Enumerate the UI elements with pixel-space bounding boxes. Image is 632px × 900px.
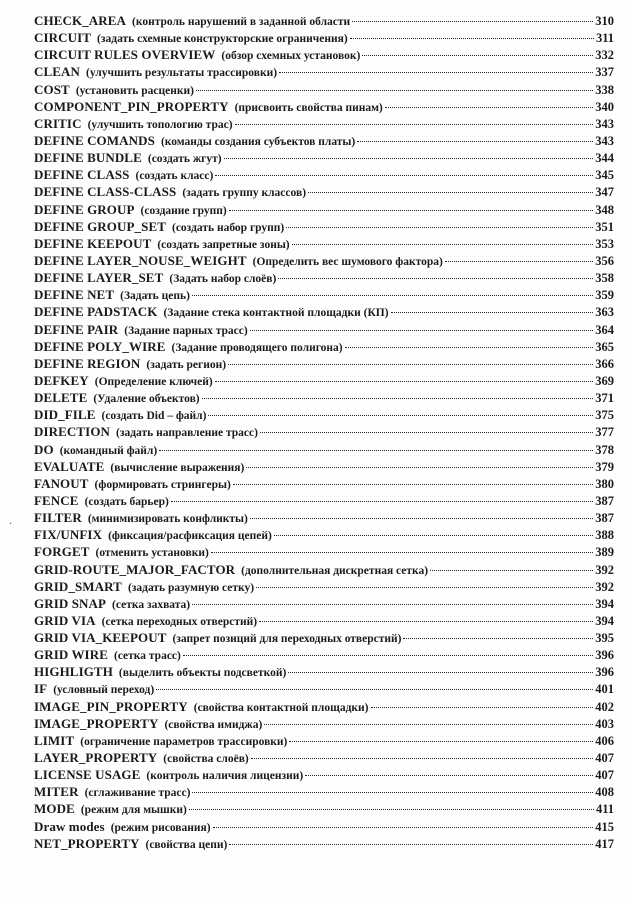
toc-page-number: 408 [595,785,614,800]
toc-command: CHECK_AREA [34,13,127,28]
toc-entry [34,783,614,800]
dot-leader [224,158,594,159]
toc-entry [34,732,614,749]
dot-leader [250,330,594,331]
toc-description: (установить расценки) [75,84,194,97]
toc-command: LAYER_PROPERTY [34,750,158,766]
toc-command: DID_FILE [34,407,96,423]
toc-description: (задать схемные конструкторские ограничения) [97,33,348,46]
toc-page-number: 394 [595,613,614,628]
dot-leader [159,450,593,451]
toc-description: (свойства слоёв) [163,753,249,766]
dot-leader [202,398,594,399]
toc-entry [34,201,614,218]
toc-entry [34,355,614,372]
toc-description: (дополнительная дискретная сетка) [241,564,429,577]
dot-leader [352,21,593,22]
dot-leader [289,741,593,742]
toc-description: (Задать набор слоёв) [169,273,277,286]
toc-description: (отменить установки) [95,547,209,560]
toc-description: (вычисление выражения) [110,461,245,474]
toc-command: LICENSE USAGE [34,767,141,783]
toc-description: (задать регион) [146,358,227,371]
toc-command: IF [34,681,48,697]
dot-leader [192,295,593,296]
toc-description: (запрет позиций для переходных отверстий) [172,633,402,646]
toc-description: (создать класс) [135,170,214,183]
toc-description: (командный файл) [59,444,158,457]
toc-entry [34,680,614,697]
toc-entry [34,698,614,715]
toc-page-number: 395 [595,631,614,646]
toc-entry [34,595,614,612]
toc-entry [34,509,614,526]
toc-description: (задать группу классов) [182,187,307,200]
toc-description: (Определение ключей) [94,375,213,388]
toc-description: (задать направление трасс) [116,427,258,440]
toc-page-number: 359 [595,288,614,303]
toc-description: (создать запретные зоны) [157,238,290,251]
toc-entry [34,218,614,235]
toc-page-number: 332 [595,48,614,63]
toc-page-number: 366 [595,356,614,371]
toc-command: DEFINE NET [34,287,115,303]
toc-command: GRID SNAP [34,595,107,611]
toc-page-number: 378 [595,442,614,457]
toc-description: (обзор схемных установок) [221,50,361,63]
toc-page-number: 411 [595,802,614,817]
toc-command: CIRCUIT [34,30,92,46]
toc-page-number: 345 [595,168,614,183]
dot-leader [235,124,594,125]
toc-page-number: 392 [595,579,614,594]
toc-page-number: 407 [595,751,614,766]
toc-entry [34,183,614,200]
scan-speck: · [9,519,13,530]
dot-leader [350,38,594,39]
toc-entry [34,149,614,166]
toc-description: (создать набор групп) [171,221,285,234]
dot-leader [345,347,594,348]
toc-page-number: 358 [595,271,614,286]
toc-entry [34,389,614,406]
dot-leader [228,364,593,365]
toc-command: COMPONENT_PIN_PROPERTY [34,98,229,114]
toc-entry [34,338,614,355]
toc-entry [34,646,614,663]
toc-command: LIMIT [34,732,75,748]
toc-command: MODE [34,801,75,817]
toc-page-number: 387 [595,493,614,508]
toc-description: (сетка трасс) [113,650,181,663]
toc-entry [34,321,614,338]
toc-entry [34,458,614,475]
toc-description: (создание групп) [140,204,227,217]
toc-page-number: 348 [595,202,614,217]
toc-entry [34,715,614,732]
toc-command: DEFINE KEEPOUT [34,235,152,251]
toc-command: CRITIC [34,115,82,131]
dot-leader [251,758,594,759]
toc-description: (команды создания субъектов платы) [160,135,356,148]
toc-description: (Удаление объектов) [93,393,200,406]
dot-leader [196,90,593,91]
toc-description: (Задание стека контактной площадки (КП) [163,307,389,320]
toc-command: DEFINE PAIR [34,321,119,337]
toc-command: DEFINE GROUP [34,201,135,217]
toc-entry [34,441,614,458]
toc-page-number: 311 [595,31,614,46]
dot-leader [183,655,593,656]
toc-description: (Задать цепь) [120,290,190,303]
toc-entry [34,98,614,115]
dot-leader [279,72,593,73]
dot-leader [308,192,593,193]
dot-leader [288,672,593,673]
dot-leader [445,261,593,262]
toc-entry [34,526,614,543]
dot-leader [292,244,594,245]
toc-command: IMAGE_PIN_PROPERTY [34,698,188,714]
toc-command: DEFINE GROUP_SET [34,218,166,234]
toc-page-number: 347 [595,185,614,200]
toc-description: (сетка захвата) [112,598,191,611]
toc-description: (создать Did – файл) [101,410,207,423]
toc-entry [34,286,614,303]
dot-leader [391,312,594,313]
toc-description: (сглаживание трасс) [84,787,191,800]
toc-page-number: 369 [595,373,614,388]
toc-description: (выделить объекты подсветкой) [118,667,287,680]
toc-command: NET_PROPERTY [34,835,140,851]
toc-description: (минимизировать конфликты) [87,513,248,526]
toc-description: (улучшить результаты трассировки) [86,67,278,80]
dot-leader [211,552,593,553]
toc-page-number: 402 [595,699,614,714]
toc-entry [34,578,614,595]
toc-command: IMAGE_PROPERTY [34,715,159,731]
toc-command: CIRCUIT RULES OVERVIEW [34,47,216,63]
dot-leader [208,415,593,416]
dot-leader [156,689,593,690]
dot-leader [213,827,594,828]
dot-leader [430,570,593,571]
dot-leader [385,107,593,108]
toc-command: FORGET [34,544,90,560]
toc-entry [34,235,614,252]
toc-entry [34,800,614,817]
dot-leader [403,638,593,639]
dot-leader [259,621,593,622]
toc-command: DEFINE CLASS-CLASS [34,184,177,200]
toc-page-number: 396 [595,648,614,663]
toc-entry [34,132,614,149]
toc-page-number: 403 [595,716,614,731]
toc-entry [34,835,614,852]
dot-leader [192,604,593,605]
toc-page-number: 379 [595,459,614,474]
toc-command: COST [34,81,70,97]
toc-description: (присвоить свойства пинам) [234,101,383,114]
toc-page-number: 401 [595,682,614,697]
toc-entry [34,269,614,286]
toc-entry [34,663,614,680]
toc-page-number: 387 [595,511,614,526]
toc-entry [34,406,614,423]
dot-leader [264,724,593,725]
toc-entry [34,766,614,783]
toc-page-number: 353 [595,236,614,251]
toc-command: DEFINE PADSTACK [34,304,158,320]
dot-leader [278,278,593,279]
toc-entry [34,166,614,183]
toc-command: GRID_SMART [34,578,122,594]
dot-leader [229,844,593,845]
toc-command: EVALUATE [34,458,105,474]
toc-command: GRID-ROUTE_MAJOR_FACTOR [34,561,236,577]
dot-leader [362,55,593,56]
toc-page-number: 371 [595,391,614,406]
toc-command: GRID VIA_KEEPOUT [34,630,167,646]
dot-leader [357,141,593,142]
toc-entry [34,29,614,46]
toc-description: (формировать стрингеры) [94,478,231,491]
toc-description: (контроль нарушений в заданной области [132,16,351,28]
toc-entry [34,475,614,492]
toc-page-number: 380 [595,476,614,491]
toc-command: DEFINE POLY_WIRE [34,338,166,354]
toc-page-number: 389 [595,545,614,560]
toc-command: DELETE [34,390,88,406]
toc-command: DEFINE COMANDS [34,132,155,148]
toc-entry [34,303,614,320]
toc-description: (ограничение параметров трассировки) [80,735,288,748]
toc-description: (задать разумную сетку) [127,581,255,594]
toc-command: FIX/UNFIX [34,527,103,543]
dot-leader [233,484,593,485]
toc-page-number: 365 [595,339,614,354]
toc-page-number: 394 [595,596,614,611]
toc-command: FILTER [34,510,82,526]
dot-leader [192,792,593,793]
toc-entry [34,818,614,835]
toc-command: DEFINE LAYER_SET [34,270,164,286]
dot-leader [246,467,593,468]
toc-entry [34,612,614,629]
toc-page-number: 351 [595,219,614,234]
toc-description: (фиксация/расфиксация цепей) [108,530,272,543]
dot-leader [171,501,593,502]
toc-description: (свойства цепи) [145,838,228,851]
toc-entry [34,543,614,560]
toc-command: GRID WIRE [34,647,108,663]
toc-page-number: 364 [595,322,614,337]
toc-description: (Задание проводящего полигона) [171,341,343,354]
toc-entry [34,81,614,98]
toc-command: DEFINE LAYER_NOUSE_WEIGHT [34,252,247,268]
table-of-contents [34,12,614,852]
toc-description: (сетка переходных отверстий) [101,615,258,628]
toc-page-number: 343 [595,133,614,148]
toc-entry [34,252,614,269]
toc-description: (режим рисования) [110,821,211,834]
toc-description: (условный переход) [53,684,155,697]
toc-page-number: 407 [595,768,614,783]
toc-entry [34,63,614,80]
toc-page-number: 310 [595,14,614,28]
toc-command: DEFINE CLASS [34,167,130,183]
toc-command: CLEAN [34,64,81,80]
toc-command: FENCE [34,492,79,508]
toc-command: DO [34,441,54,457]
toc-entry [34,372,614,389]
toc-description: (улучшить топологию трас) [87,118,233,131]
toc-command: Draw modes [34,818,105,834]
toc-command: DIRECTION [34,424,111,440]
toc-entry [34,423,614,440]
toc-page-number: 377 [595,425,614,440]
toc-page-number: 340 [595,99,614,114]
toc-command: HIGHLIGTH [34,664,113,680]
toc-command: DEFKEY [34,372,89,388]
toc-page-number: 343 [595,116,614,131]
toc-page-number: 356 [595,253,614,268]
toc-description: (Определить вес шумового фактора) [252,255,443,268]
toc-page-number: 415 [595,819,614,834]
dot-leader [274,535,593,536]
toc-page-number: 363 [595,305,614,320]
dot-leader [215,175,593,176]
dot-leader [250,518,593,519]
toc-page-number: 417 [595,836,614,851]
toc-command: MITER [34,784,79,800]
toc-page-number: 396 [595,665,614,680]
toc-description: (свойства имиджа) [164,718,263,731]
toc-entry [34,492,614,509]
toc-description: (режим для мышки) [80,804,187,817]
toc-entry [34,46,614,63]
toc-entry [34,749,614,766]
dot-leader [229,210,594,211]
toc-entry [34,561,614,578]
toc-page-number: 388 [595,528,614,543]
toc-entry [34,629,614,646]
toc-command: DEFINE REGION [34,355,141,371]
toc-page-number: 392 [595,562,614,577]
toc-entry [34,115,614,132]
dot-leader [286,227,593,228]
toc-description: (свойства контактной площадки) [193,701,369,714]
toc-description: (создать барьер) [84,495,169,508]
toc-page-number: 338 [595,82,614,97]
dot-leader [256,587,593,588]
dot-leader [371,707,594,708]
toc-page-number: 406 [595,733,614,748]
toc-description: (создать жгут) [147,153,222,166]
toc-command: DEFINE BUNDLE [34,150,142,166]
toc-page-number: 337 [595,65,614,80]
dot-leader [305,775,593,776]
toc-description: (контроль наличия лицензии) [146,770,304,783]
dot-leader [260,432,593,433]
toc-command: FANOUT [34,475,89,491]
toc-command: GRID VIA [34,612,96,628]
toc-entry [34,12,614,29]
toc-page-number: 375 [595,408,614,423]
toc-description: (Задание парных трасс) [124,324,248,337]
dot-leader [215,381,594,382]
dot-leader [189,809,594,810]
toc-page-number: 344 [595,151,614,166]
